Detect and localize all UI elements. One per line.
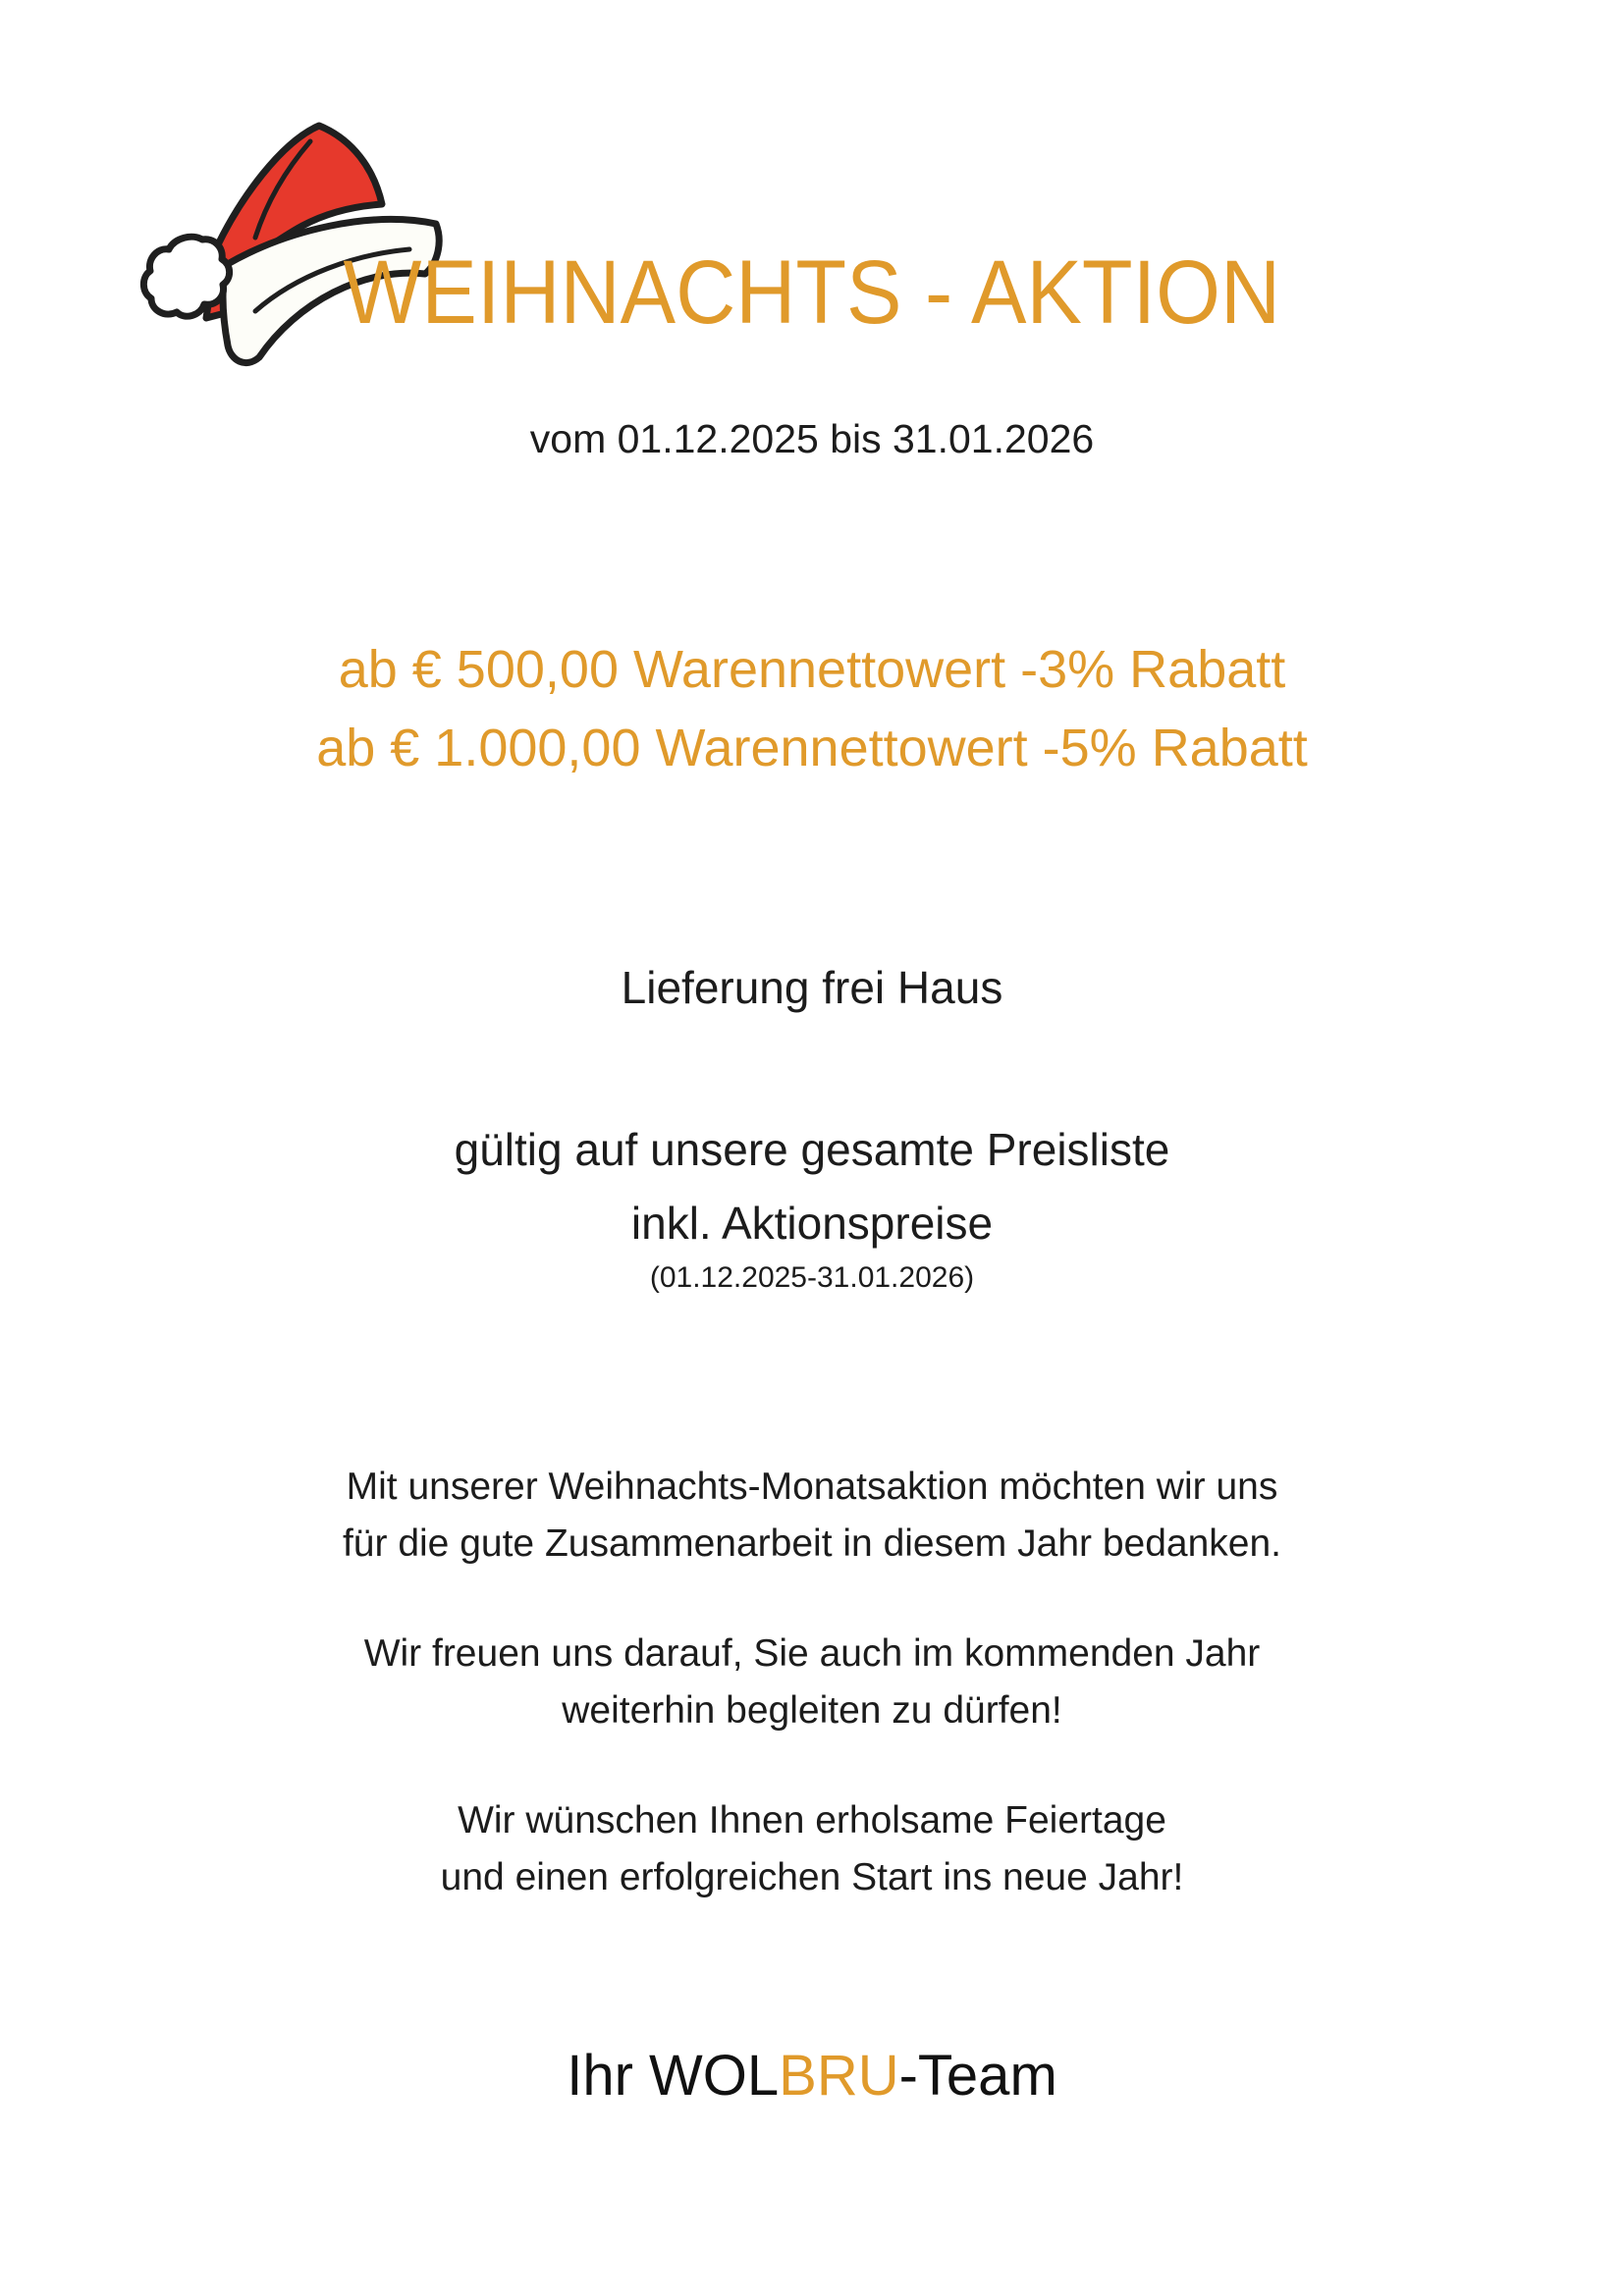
validity-line-2: inkl. Aktionspreise xyxy=(630,1198,994,1249)
message-paragraph-1 xyxy=(0,1459,1624,1573)
delivery-note: Lieferung frei Haus xyxy=(621,962,1003,1013)
page-title-text: WEIHNACHTS - AKTION xyxy=(343,242,1281,343)
message-paragraph-1-line-1: Mit unserer Weihnachts-Monatsaktion möchten wir uns xyxy=(346,1466,1278,1508)
signature-prefix: Ihr WOL xyxy=(567,2044,780,2108)
promo-date-range: vom 01.12.2025 bis 31.01.2026 xyxy=(529,416,1095,461)
signature-brand: BRU xyxy=(779,2044,899,2108)
message-paragraph-3 xyxy=(0,1792,1624,1906)
validity-note xyxy=(0,1113,1624,1260)
discount-offers xyxy=(0,630,1624,787)
signature-suffix: -Team xyxy=(898,2044,1057,2108)
message-paragraph-2 xyxy=(0,1626,1624,1739)
page-title xyxy=(0,242,1624,343)
message-paragraph-1-line-2: für die gute Zusammenarbeit in diesem Jahr bedanken. xyxy=(342,1522,1282,1565)
message-paragraph-3-line-1: Wir wünschen Ihnen erholsame Feiertage xyxy=(458,1799,1166,1842)
message-paragraph-2-line-2: weiterhin begleiten zu dürfen! xyxy=(562,1689,1062,1732)
validity-line-1: gültig auf unsere gesamte Preisliste xyxy=(454,1124,1170,1175)
validity-dates: (01.12.2025-31.01.2026) xyxy=(649,1261,975,1294)
message-paragraph-3-line-2: und einen erfolgreichen Start ins neue Jahr! xyxy=(440,1856,1184,1898)
offer-line-1000: ab € 1.000,00 Warennettowert -5% Rabatt xyxy=(316,719,1308,777)
offer-line-500: ab € 500,00 Warennettowert -3% Rabatt xyxy=(338,640,1286,699)
team-signature xyxy=(0,2042,1624,2110)
message-paragraph-2-line-1: Wir freuen uns darauf, Sie auch im kommenden Jahr xyxy=(363,1632,1261,1675)
